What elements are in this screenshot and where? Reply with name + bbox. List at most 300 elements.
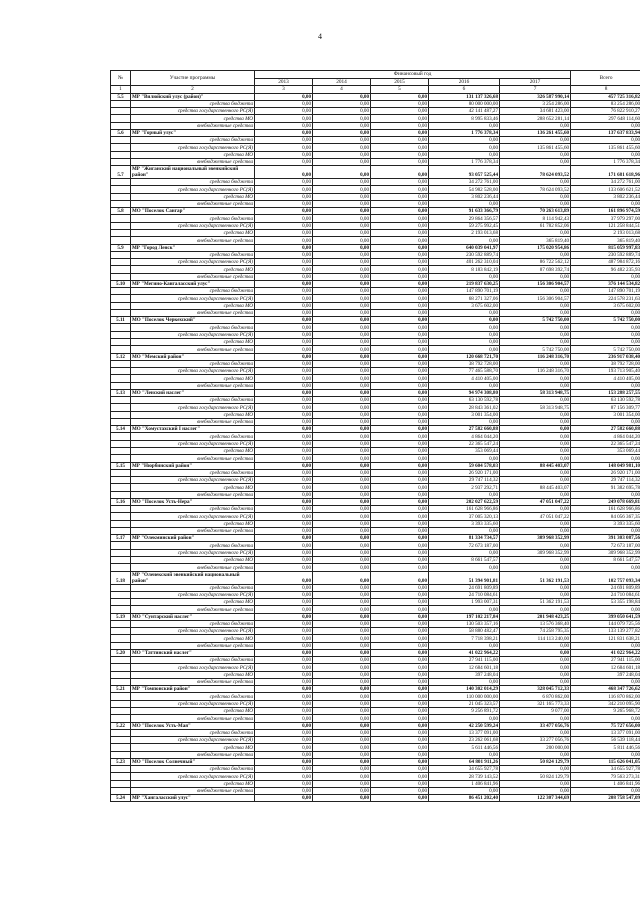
funding-value: 0,00 xyxy=(255,433,313,440)
funding-value: 0,00 xyxy=(255,404,313,411)
funding-source-row xyxy=(111,433,640,440)
funding-source-label: средства бюджета xyxy=(131,215,255,222)
funding-value: 0,00 xyxy=(500,411,571,418)
program-number: 5.20 xyxy=(111,649,131,656)
funding-value: 0,00 xyxy=(313,179,371,186)
program-value: 0,00 xyxy=(313,93,371,100)
funding-value: 0,00 xyxy=(571,491,640,498)
empty-cell xyxy=(111,729,131,736)
funding-value: 0,00 xyxy=(500,331,571,338)
funding-value: 0,00 xyxy=(255,477,313,484)
funding-source-label: средства бюджета xyxy=(131,100,255,107)
empty-cell xyxy=(111,237,131,244)
funding-source-row xyxy=(111,780,640,787)
header-total: Всего xyxy=(571,71,640,86)
funding-source-row xyxy=(111,215,640,222)
funding-value: 77 465 588,70 xyxy=(429,368,500,375)
empty-cell xyxy=(111,288,131,295)
funding-value: 0,00 xyxy=(571,418,640,425)
funding-value: 0,00 xyxy=(371,635,429,642)
funding-source-row xyxy=(111,520,640,527)
program-value: 0,00 xyxy=(255,649,313,656)
empty-cell xyxy=(111,657,131,664)
program-value: 115 626 041,05 xyxy=(571,758,640,765)
funding-value: 0,00 xyxy=(255,144,313,151)
funding-value: 0,00 xyxy=(255,230,313,237)
program-value: 0,00 xyxy=(313,462,371,469)
empty-cell xyxy=(111,556,131,563)
program-value: 137 637 833,94 xyxy=(571,129,640,136)
funding-value: 0,00 xyxy=(255,309,313,316)
funding-value: 0,00 xyxy=(255,737,313,744)
funding-value: 0,00 xyxy=(371,520,429,527)
program-value: 0,00 xyxy=(255,535,313,542)
funding-value: 0,00 xyxy=(500,397,571,404)
funding-value: 0,00 xyxy=(313,780,371,787)
empty-cell xyxy=(111,339,131,346)
funding-value: 0,00 xyxy=(371,737,429,744)
program-value: 81 334 734,57 xyxy=(429,535,500,542)
funding-value: 0,00 xyxy=(500,418,571,425)
funding-source-row xyxy=(111,158,640,165)
funding-source-label: внебюджетные средства xyxy=(131,678,255,685)
funding-value: 0,00 xyxy=(255,484,313,491)
funding-value: 0,00 xyxy=(255,200,313,207)
program-value: 0,00 xyxy=(255,389,313,396)
program-value: 70 263 613,89 xyxy=(500,208,571,215)
header-index: 2 xyxy=(131,86,255,94)
program-value: 0,00 xyxy=(371,571,429,584)
funding-value: 0,00 xyxy=(500,179,571,186)
funding-value: 0,00 xyxy=(313,584,371,591)
program-number: 5.15 xyxy=(111,462,131,469)
program-value: 457 725 316,82 xyxy=(571,93,640,100)
funding-value: 0,00 xyxy=(255,766,313,773)
program-row xyxy=(111,535,640,542)
funding-value: 0,00 xyxy=(371,678,429,685)
funding-value: 0,00 xyxy=(371,144,429,151)
funding-value: 2 193 013,68 xyxy=(429,230,500,237)
program-value: 309 968 352,99 xyxy=(500,535,571,542)
funding-value: 0,00 xyxy=(371,628,429,635)
funding-source-row xyxy=(111,708,640,715)
funding-source-label: средства МО xyxy=(131,744,255,751)
program-value: 131 137 326,68 xyxy=(429,93,500,100)
funding-value: 0,00 xyxy=(255,440,313,447)
empty-cell xyxy=(111,469,131,476)
funding-value: 0,00 xyxy=(313,251,371,258)
funding-value: 0,00 xyxy=(313,606,371,613)
empty-cell xyxy=(111,620,131,627)
funding-source-row xyxy=(111,137,640,144)
funding-source-label: средства МО xyxy=(131,671,255,678)
funding-source-row xyxy=(111,506,640,513)
funding-value: 0,00 xyxy=(500,440,571,447)
empty-cell xyxy=(111,411,131,418)
funding-value: 0,00 xyxy=(571,122,640,129)
funding-source-row xyxy=(111,635,640,642)
funding-source-row xyxy=(111,469,640,476)
funding-value: 0,00 xyxy=(371,527,429,534)
funding-source-row xyxy=(111,122,640,129)
funding-source-row xyxy=(111,222,640,229)
funding-source-label: средства МО xyxy=(131,302,255,309)
program-value: 0,00 xyxy=(313,649,371,656)
funding-value: 0,00 xyxy=(313,664,371,671)
funding-value: 0,00 xyxy=(313,302,371,309)
funding-value: 0,00 xyxy=(313,773,371,780)
funding-value: 0,00 xyxy=(429,787,500,794)
empty-cell xyxy=(111,766,131,773)
funding-value: 230 592 889,74 xyxy=(571,251,640,258)
program-value: 0,00 xyxy=(255,166,313,179)
funding-source-row xyxy=(111,288,640,295)
funding-value: 0,00 xyxy=(313,309,371,316)
funding-value: 135 861 455,60 xyxy=(571,144,640,151)
program-value: 27 582 660,88 xyxy=(571,426,640,433)
funding-value: 0,00 xyxy=(255,556,313,563)
funding-value: 34 655 927,78 xyxy=(571,766,640,773)
empty-cell xyxy=(111,418,131,425)
empty-cell xyxy=(111,513,131,520)
funding-value: 0,00 xyxy=(313,360,371,367)
funding-value: 0,00 xyxy=(255,527,313,534)
funding-value: 33 277 056,76 xyxy=(500,737,571,744)
funding-value: 0,00 xyxy=(371,455,429,462)
empty-cell xyxy=(111,542,131,549)
funding-value: 401 262 310,04 xyxy=(429,259,500,266)
program-number: 5.13 xyxy=(111,389,131,396)
empty-cell xyxy=(111,144,131,151)
funding-value: 5 742 750,00 xyxy=(500,346,571,353)
funding-value: 54 982 528,00 xyxy=(429,186,500,193)
funding-value: 0,00 xyxy=(371,193,429,200)
funding-source-row xyxy=(111,766,640,773)
empty-cell xyxy=(111,635,131,642)
program-value: 0,00 xyxy=(371,353,429,360)
funding-value: 0,00 xyxy=(255,251,313,258)
empty-cell xyxy=(111,158,131,165)
funding-value: 23 262 061,68 xyxy=(429,737,500,744)
funding-source-label: средства бюджета xyxy=(131,469,255,476)
funding-value: 22 365 547,24 xyxy=(571,440,640,447)
funding-value: 0,00 xyxy=(500,200,571,207)
funding-value: 0,00 xyxy=(371,368,429,375)
funding-value: 0,00 xyxy=(255,599,313,606)
funding-source-row xyxy=(111,606,640,613)
funding-value: 0,00 xyxy=(255,122,313,129)
empty-cell xyxy=(111,397,131,404)
funding-value: 0,00 xyxy=(371,302,429,309)
funding-value: 0,00 xyxy=(371,339,429,346)
funding-value: 0,00 xyxy=(371,273,429,280)
funding-source-label: средства бюджета xyxy=(131,766,255,773)
program-value: 236 917 038,40 xyxy=(571,353,640,360)
funding-source-label: средства МО xyxy=(131,151,255,158)
funding-value: 0,00 xyxy=(371,100,429,107)
funding-value: 0,00 xyxy=(500,520,571,527)
funding-source-row xyxy=(111,787,640,794)
funding-value: 0,00 xyxy=(255,115,313,122)
funding-value: 91 382 695,78 xyxy=(571,484,640,491)
funding-value: 116 248 316,70 xyxy=(500,368,571,375)
header-financial-year: Финансовый год xyxy=(255,71,571,79)
empty-cell xyxy=(111,122,131,129)
header-no: № xyxy=(111,71,131,86)
funding-source-label: средства МО xyxy=(131,115,255,122)
program-number: 5.6 xyxy=(111,129,131,136)
program-value: 399 050 641,59 xyxy=(571,613,640,620)
funding-value: 0,00 xyxy=(429,144,500,151)
funding-value: 0,00 xyxy=(313,158,371,165)
program-value: 51 362 191,53 xyxy=(500,571,571,584)
funding-value: 0,00 xyxy=(255,664,313,671)
funding-value: 0,00 xyxy=(429,331,500,338)
funding-value: 0,00 xyxy=(500,309,571,316)
funding-value: 87 698 392,74 xyxy=(500,266,571,273)
empty-cell xyxy=(111,222,131,229)
empty-cell xyxy=(111,751,131,758)
empty-cell xyxy=(111,433,131,440)
funding-source-row xyxy=(111,115,640,122)
program-value: 0,00 xyxy=(255,93,313,100)
funding-value: 309 968 352,99 xyxy=(500,549,571,556)
funding-source-label: средства бюджета xyxy=(131,288,255,295)
funding-value: 0,00 xyxy=(371,671,429,678)
funding-source-row xyxy=(111,411,640,418)
program-number: 5.22 xyxy=(111,722,131,729)
funding-value: 0,00 xyxy=(371,751,429,758)
funding-value: 0,00 xyxy=(571,324,640,331)
funding-value: 51 362 191,53 xyxy=(500,599,571,606)
funding-value: 0,00 xyxy=(371,259,429,266)
funding-value: 0,00 xyxy=(313,397,371,404)
program-title: МО "Поселок Усть-Нера" xyxy=(131,498,255,505)
funding-value: 0,00 xyxy=(500,193,571,200)
funding-value: 121 831 638,21 xyxy=(571,635,640,642)
funding-source-row xyxy=(111,484,640,491)
funding-source-label: внебюджетные средства xyxy=(131,418,255,425)
empty-cell xyxy=(111,628,131,635)
funding-value: 27 941 115,00 xyxy=(429,657,500,664)
funding-value: 0,00 xyxy=(313,744,371,751)
funding-source-row xyxy=(111,447,640,454)
funding-value: 74 258 795,35 xyxy=(500,628,571,635)
funding-value: 0,00 xyxy=(371,729,429,736)
program-value: 0,00 xyxy=(371,244,429,251)
empty-cell xyxy=(111,678,131,685)
program-value: 0,00 xyxy=(313,795,371,802)
program-number: 5.24 xyxy=(111,795,131,802)
funding-value: 0,00 xyxy=(371,222,429,229)
funding-value: 0,00 xyxy=(571,331,640,338)
funding-value: 29 747 114,32 xyxy=(571,477,640,484)
program-row xyxy=(111,353,640,360)
funding-value: 0,00 xyxy=(371,715,429,722)
empty-cell xyxy=(111,331,131,338)
program-row xyxy=(111,244,640,251)
funding-value: 0,00 xyxy=(571,339,640,346)
program-value: 376 144 534,82 xyxy=(571,280,640,287)
funding-value: 0,00 xyxy=(255,520,313,527)
funding-value: 0,00 xyxy=(255,222,313,229)
program-value: 0,00 xyxy=(255,795,313,802)
funding-value: 0,00 xyxy=(429,751,500,758)
program-value: 156 306 904,57 xyxy=(500,280,571,287)
funding-value: 0,00 xyxy=(255,678,313,685)
funding-value: 0,00 xyxy=(313,751,371,758)
funding-value: 0,00 xyxy=(313,715,371,722)
funding-value: 0,00 xyxy=(313,382,371,389)
program-value: 58 313 948,75 xyxy=(500,389,571,396)
funding-source-label: средства государственного РС(Я) xyxy=(131,773,255,780)
funding-value: 0,00 xyxy=(313,368,371,375)
funding-source-label: средства МО xyxy=(131,708,255,715)
funding-value: 0,00 xyxy=(500,455,571,462)
empty-cell xyxy=(111,368,131,375)
funding-source-row xyxy=(111,542,640,549)
funding-value: 0,00 xyxy=(429,200,500,207)
funding-value: 0,00 xyxy=(255,273,313,280)
empty-cell xyxy=(111,693,131,700)
funding-source-label: средства государственного РС(Я) xyxy=(131,186,255,193)
empty-cell xyxy=(111,179,131,186)
empty-cell xyxy=(111,193,131,200)
funding-value: 0,00 xyxy=(255,137,313,144)
funding-value: 0,00 xyxy=(313,375,371,382)
funding-source-row xyxy=(111,737,640,744)
funding-value: 0,00 xyxy=(500,273,571,280)
funding-value: 0,00 xyxy=(255,215,313,222)
funding-value: 0,00 xyxy=(313,230,371,237)
program-row xyxy=(111,280,640,287)
program-title: МО "Поселок Сангар" xyxy=(131,208,255,215)
funding-value: 0,00 xyxy=(571,564,640,571)
funding-value: 76 822 910,27 xyxy=(571,108,640,115)
funding-source-label: средства государственного РС(Я) xyxy=(131,144,255,151)
funding-value: 0,00 xyxy=(429,564,500,571)
program-value: 0,00 xyxy=(313,426,371,433)
funding-value: 0,00 xyxy=(313,273,371,280)
program-value: 5 742 750,00 xyxy=(500,317,571,324)
funding-source-label: внебюджетные средства xyxy=(131,787,255,794)
funding-value: 0,00 xyxy=(313,513,371,520)
empty-cell xyxy=(111,302,131,309)
funding-value: 0,00 xyxy=(313,469,371,476)
funding-value: 200 000,00 xyxy=(500,744,571,751)
funding-value: 0,00 xyxy=(500,151,571,158)
funding-value: 3 675 602,00 xyxy=(429,302,500,309)
funding-source-label: средства государственного РС(Я) xyxy=(131,513,255,520)
funding-value: 0,00 xyxy=(571,200,640,207)
funding-value: 0,00 xyxy=(500,606,571,613)
program-row xyxy=(111,498,640,505)
funding-source-label: внебюджетные средства xyxy=(131,382,255,389)
funding-value: 0,00 xyxy=(371,556,429,563)
program-value: 175 020 954,86 xyxy=(500,244,571,251)
header-index: 1 xyxy=(111,86,131,94)
funding-value: 0,00 xyxy=(255,671,313,678)
funding-value: 5 742 750,00 xyxy=(571,346,640,353)
funding-value: 0,00 xyxy=(255,715,313,722)
funding-value: 0,00 xyxy=(500,527,571,534)
funding-value: 0,00 xyxy=(313,433,371,440)
funding-source-label: средства государственного РС(Я) xyxy=(131,700,255,707)
funding-value: 116 870 862,00 xyxy=(571,693,640,700)
program-value: 328 045 712,33 xyxy=(500,686,571,693)
funding-value: 88 445 403,07 xyxy=(500,484,571,491)
funding-value: 224 578 231,63 xyxy=(571,295,640,302)
funding-value: 0,00 xyxy=(500,584,571,591)
header-index: 4 xyxy=(313,86,371,94)
program-value: 0,00 xyxy=(255,498,313,505)
funding-value: 56 539 118,44 xyxy=(571,737,640,744)
program-title: МО "Ленский наслег" xyxy=(131,389,255,396)
empty-cell xyxy=(111,309,131,316)
program-row xyxy=(111,426,640,433)
program-value: 0,00 xyxy=(371,426,429,433)
program-number: 5.23 xyxy=(111,758,131,765)
header-year: 2015 xyxy=(371,78,429,86)
funding-value: 34 272 761,00 xyxy=(571,179,640,186)
program-value: 0,00 xyxy=(371,686,429,693)
funding-value: 0,00 xyxy=(500,477,571,484)
funding-value: 34 655 927,78 xyxy=(429,766,500,773)
program-value: 0,00 xyxy=(313,317,371,324)
funding-source-label: внебюджетные средства xyxy=(131,606,255,613)
program-value: 249 078 669,81 xyxy=(571,498,640,505)
program-value: 51 394 901,81 xyxy=(429,571,500,584)
program-number: 5.9 xyxy=(111,244,131,251)
funding-source-row xyxy=(111,404,640,411)
funding-source-row xyxy=(111,751,640,758)
funding-value: 0,00 xyxy=(371,411,429,418)
funding-value: 0,00 xyxy=(255,302,313,309)
funding-source-row xyxy=(111,200,640,207)
funding-source-row xyxy=(111,251,640,258)
funding-value: 24 710 084,61 xyxy=(571,591,640,598)
funding-source-row xyxy=(111,100,640,107)
funding-value: 0,00 xyxy=(500,375,571,382)
funding-value: 144 079 725,56 xyxy=(571,620,640,627)
funding-value: 0,00 xyxy=(371,186,429,193)
funding-value: 3 254 286,00 xyxy=(500,100,571,107)
funding-source-row xyxy=(111,556,640,563)
program-row xyxy=(111,129,640,136)
funding-source-label: средства МО xyxy=(131,230,255,237)
program-value: 116 248 316,70 xyxy=(500,353,571,360)
funding-source-label: средства бюджета xyxy=(131,179,255,186)
funding-source-row xyxy=(111,744,640,751)
program-funding-table xyxy=(110,70,640,802)
funding-value: 4 410 405,00 xyxy=(571,375,640,382)
funding-value: 0,00 xyxy=(500,564,571,571)
funding-value: 0,00 xyxy=(313,418,371,425)
funding-value: 9 077,00 xyxy=(500,708,571,715)
funding-value: 0,00 xyxy=(255,628,313,635)
funding-value: 135 861 455,60 xyxy=(500,144,571,151)
funding-value: 0,00 xyxy=(371,230,429,237)
funding-source-label: средства государственного РС(Я) xyxy=(131,222,255,229)
funding-value: 0,00 xyxy=(255,418,313,425)
program-value: 140 302 014,29 xyxy=(429,686,500,693)
program-value: 50 824 129,79 xyxy=(500,758,571,765)
program-title: МР "Мегино-Кангаласский улус" xyxy=(131,280,255,287)
funding-value: 34 272 761,00 xyxy=(429,179,500,186)
funding-value: 0,00 xyxy=(500,491,571,498)
funding-value: 7 718 398,21 xyxy=(429,635,500,642)
funding-value: 0,00 xyxy=(313,737,371,744)
